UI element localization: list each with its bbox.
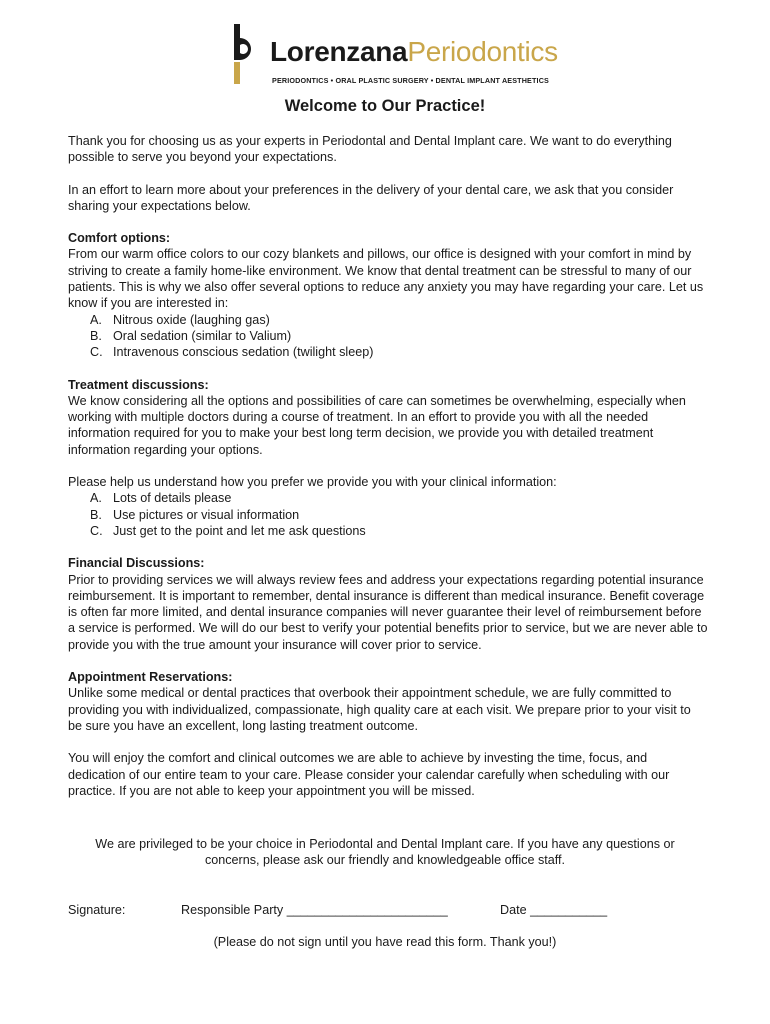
comfort-options-list bbox=[68, 312, 708, 361]
treatment-heading: Treatment discussions: bbox=[68, 377, 209, 392]
logo-mark-icon bbox=[232, 24, 266, 84]
intro-paragraph-2: In an effort to learn more about your preferences in the delivery of your dental care, we ask that you consider sharing your expectations below. bbox=[68, 182, 674, 213]
intro-paragraph-1: Thank you for choosing us as your experts in Periodontal and Dental Implant care. We want to do everything possible to serve you beyond your expectations. bbox=[68, 134, 672, 165]
appointment-body-2: You will enjoy the comfort and clinical outcomes we are able to achieve by investing the time, focus, and dedication of our entire team to your care. Please consider your calendar carefully when scheduling with our practice. If you are not able to keep your appointment you will be missed. bbox=[68, 751, 670, 798]
appointment-body: Unlike some medical or dental practices that overbook their appointment schedule, we are fully committed to providing you with individualized, compassionate, high quality care at each visit. We prepare prior to your visit to be sure you have an excellent, long lasting treatment outcome. bbox=[68, 686, 691, 733]
logo-wordmark bbox=[270, 36, 558, 68]
option-letter: C. bbox=[90, 523, 103, 538]
option-letter: A. bbox=[90, 491, 102, 506]
option-text: Oral sedation (similar to Valium) bbox=[113, 328, 292, 343]
option-letter: C. bbox=[90, 345, 103, 360]
document-body bbox=[68, 133, 708, 815]
responsible-party-field[interactable]: Responsible Party _______________________ bbox=[181, 903, 448, 917]
logo-name-part2: Periodontics bbox=[407, 36, 558, 67]
option-text: Nitrous oxide (laughing gas) bbox=[113, 312, 270, 327]
treatment-prompt: Please help us understand how you prefer we provide you with your clinical information: bbox=[68, 475, 557, 490]
page-title: Welcome to Our Practice! bbox=[284, 97, 486, 115]
financial-heading: Financial Discussions: bbox=[68, 556, 205, 571]
list-item bbox=[68, 344, 708, 360]
closing-paragraph: We are privileged to be your choice in Periodontal and Dental Implant care. If you have any questions or concerns, please ask our friendly and knowledgeable office staff. bbox=[95, 837, 675, 868]
option-text: Use pictures or visual information bbox=[113, 507, 300, 522]
treatment-body: We know considering all the options and possibilities of care can sometimes be overwhelming, especially when working with multiple doctors during a course of treatment. In an effort to provide you with all the needed information required for you to make your best long term decision, we provide you with detailed treatment information regarding your options. bbox=[68, 393, 686, 457]
treatment-options-list bbox=[68, 490, 708, 539]
option-text: Lots of details please bbox=[113, 491, 232, 506]
option-letter: B. bbox=[90, 328, 102, 343]
list-item bbox=[68, 328, 708, 344]
practice-logo bbox=[232, 22, 558, 86]
option-text: Just get to the point and let me ask questions bbox=[113, 523, 366, 538]
comfort-body: From our warm office colors to our cozy blankets and pillows, our office is designed with your comfort in mind by striving to create a family home-like environment. We know that dental treatment can be stressful to many of our patients. This is why we also offer several options to reduce any anxiety you may have regarding your care. Let us know if you are interested in: bbox=[68, 247, 704, 311]
list-item bbox=[68, 507, 708, 523]
list-item bbox=[68, 312, 708, 328]
list-item bbox=[68, 490, 708, 506]
comfort-heading: Comfort options: bbox=[68, 231, 171, 246]
logo-tagline: PERIODONTICS • ORAL PLASTIC SURGERY • DENTAL IMPLANT AESTHETICS bbox=[272, 76, 549, 85]
signature-label: Signature: bbox=[68, 903, 126, 917]
option-letter: B. bbox=[90, 507, 102, 522]
appointment-heading: Appointment Reservations: bbox=[68, 670, 233, 685]
option-letter: A. bbox=[90, 312, 102, 327]
signing-note: (Please do not sign until you have read this form. Thank you!) bbox=[213, 935, 557, 949]
logo-name-part1: Lorenzana bbox=[270, 36, 408, 67]
list-item bbox=[68, 523, 708, 539]
financial-body: Prior to providing services we will always review fees and address your expectations regarding potential insurance reimbursement. It is important to remember, dental insurance is different than medical insurance. Benefit coverage is often far more limited, and dental insurance companies will never guarantee their level of reimbursement before a service is performed. We will do our best to verify your potential benefits prior to service, but we are never able to provide you with the true amount your insurance will cover prior to service. bbox=[68, 572, 708, 652]
date-field[interactable]: Date ___________ bbox=[500, 903, 608, 917]
option-text: Intravenous conscious sedation (twilight sleep) bbox=[113, 345, 374, 360]
